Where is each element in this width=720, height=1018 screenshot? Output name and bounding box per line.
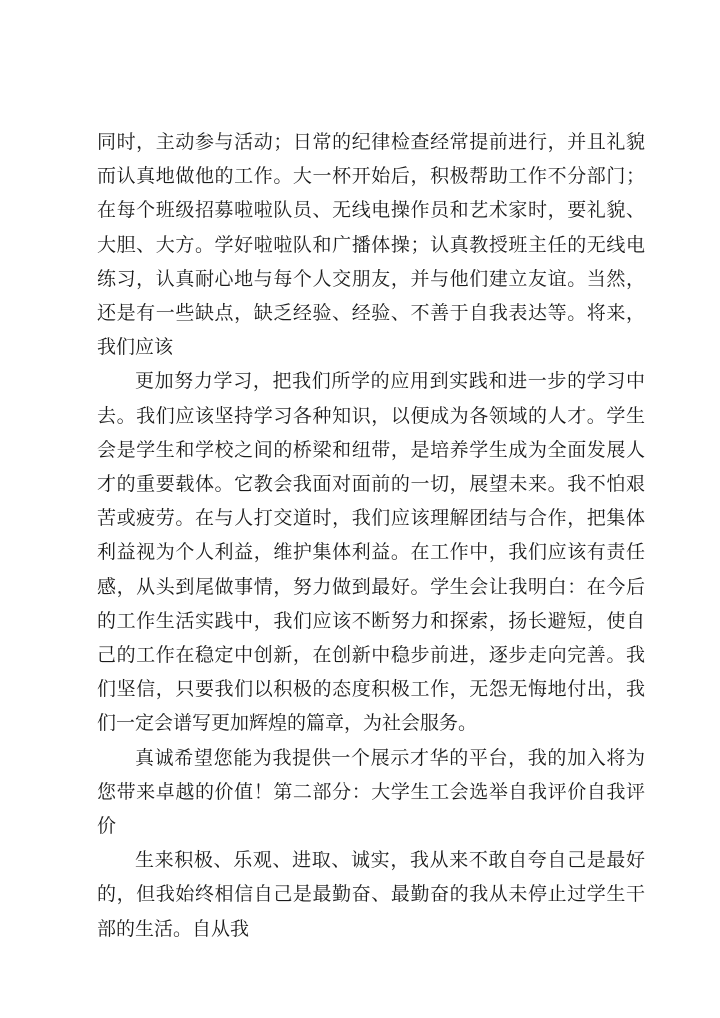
paragraph-1: 同时，主动参与活动；日常的纪律检查经常提前进行，并且礼貌而认真地做他的工作。大一杯开始后，积极帮助工作不分部门；在每个班级招募啦啦队员、无线电操作员和艺术家时，要礼貌、大胆、大方。学好啦啦队和广播体操；认真教授班主任的无线电练习，认真耐心地与每个人交朋友，并与他们建立友谊。当然，还是有一些缺点，缺乏经验、经验、不善于自我表达等。将来，我们应该 xyxy=(97,131,645,359)
paragraph-4: 生来积极、乐观、进取、诚实，我从来不敢自夸自己是最好的，但我始终相信自己是最勤奋、最勤奋的我从未停止过学生干部的生活。自从我 xyxy=(97,849,645,940)
paragraph-2: 更加努力学习，把我们所学的应用到实践和进一步的学习中去。我们应该坚持学习各种知识，以便成为各领域的人才。学生会是学生和学校之间的桥梁和纽带，是培养学生成为全面发展人才的重要载体。它教会我面对面前的一切，展望未来。我不怕艰苦或疲劳。在与人打交道时，我们应该理解团结与合作，把集体利益视为个人利益，维护集体利益。在工作中，我们应该有责任感，从头到尾做事情，努力做到最好。学生会让我明白：在今后的工作生活实践中，我们应该不断努力和探索，扬长避短，使自己的工作在稳定中创新，在创新中稳步前进，逐步走向完善。我们坚信，只要我们以积极的态度积极工作，无怨无悔地付出，我们一定会谱写更加辉煌的篇章，为社会服务。 xyxy=(97,370,645,735)
document-page xyxy=(97,125,645,946)
paragraph-3: 真诚希望您能为我提供一个展示才华的平台，我的加入将为您带来卓越的价值！第二部分：大学生工会选举自我评价自我评价 xyxy=(97,746,645,838)
